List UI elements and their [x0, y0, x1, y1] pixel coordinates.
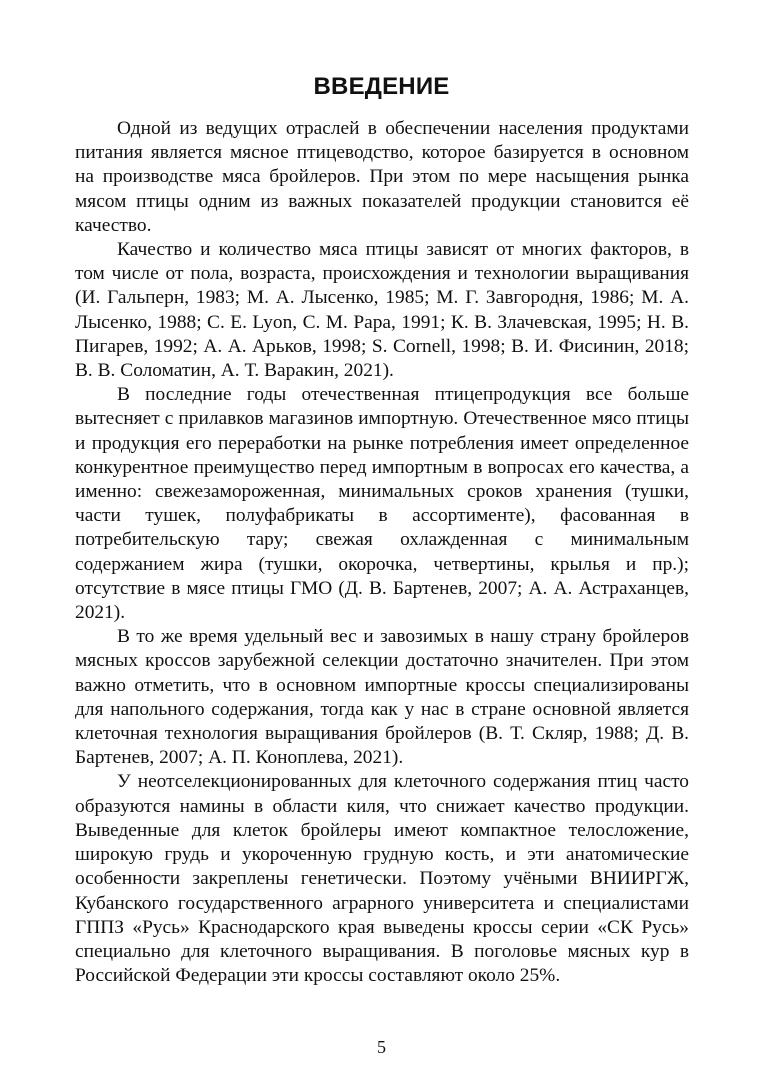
- section-heading: ВВЕДЕНИЕ: [313, 73, 450, 100]
- paragraph-3: В последние годы отечественная птицепродукция все больше вытесняет с прилавков магазинов импортную. Отечественное мясо птицы и продукция его переработки на рынке потребления имеет определенное конкурентное преимущество перед импортным в вопросах его качества, а именно: свежезамороженная, минимальных сроков хранения (тушки, части тушек, полуфабрикаты в ассортименте), фасованная в потребительскую тару; свежая охлажденная с минимальным содержанием жира (тушки, окорочка, четвертины, крылья и пр.); отсутствие в мясе птицы ГМО (Д. В. Бартенев, 2007; А. А. Астраханцев, 2021).: [75, 384, 689, 624]
- paragraph-4: В то же время удельный вес и завозимых в нашу страну бройлеров мясных кроссов зарубежной селекции достаточно значителен. При этом важно отметить, что в основном импортные кроссы специализированы для напольного содержания, тогда как у нас в стране основной является клеточная технология выращивания бройлеров (В. Т. Скляр, 1988; Д. В. Бартенев, 2007; А. П. Коноплева, 2021).: [75, 626, 689, 769]
- paragraph-2: Качество и количество мяса птицы зависят от многих факторов, в том числе от пола, возраста, происхождения и технологии выращивания (И. Гальперн, 1983; М. А. Лысенко, 1985; М. Г. Завгородня, 1986; М. А. Лысенко, 1988; С. Е. Lyon, С. М. Papa, 1991; К. В. Злачевская, 1995; Н. В. Пигарев, 1992; А. А. Арьков, 1998; S. Cornell, 1998; В. И. Фисинин, 2018; В. В. Соломатин, А. Т. Варакин, 2021).: [75, 239, 689, 382]
- paragraph-5: У неотселекционированных для клеточного содержания птиц часто образуются намины в области киля, что снижает качество продукции. Выведенные для клеток бройлеры имеют компактное телосложение, широкую грудь и укороченную грудную кость, и эти анатомические особенности закреплены генетически. Поэтому учёными ВНИИРГЖ, Кубанского государственного аграрного университета и специалистами ГППЗ «Русь» Краснодарского края выведены кроссы серии «СК Русь» специально для клеточного выращивания. В поголовье мясных кур в Российской Федерации эти кроссы составляют около 25%.: [75, 771, 689, 987]
- body-text: [75, 117, 689, 988]
- page-number: 5: [377, 1037, 386, 1057]
- paragraph-1: Одной из ведущих отраслей в обеспечении населения продуктами питания является мясное птицеводство, которое базируется в основном на производстве мяса бройлеров. При этом по мере насыщения рынка мясом птицы одним из важных показателей продукции становится её качество.: [75, 118, 689, 236]
